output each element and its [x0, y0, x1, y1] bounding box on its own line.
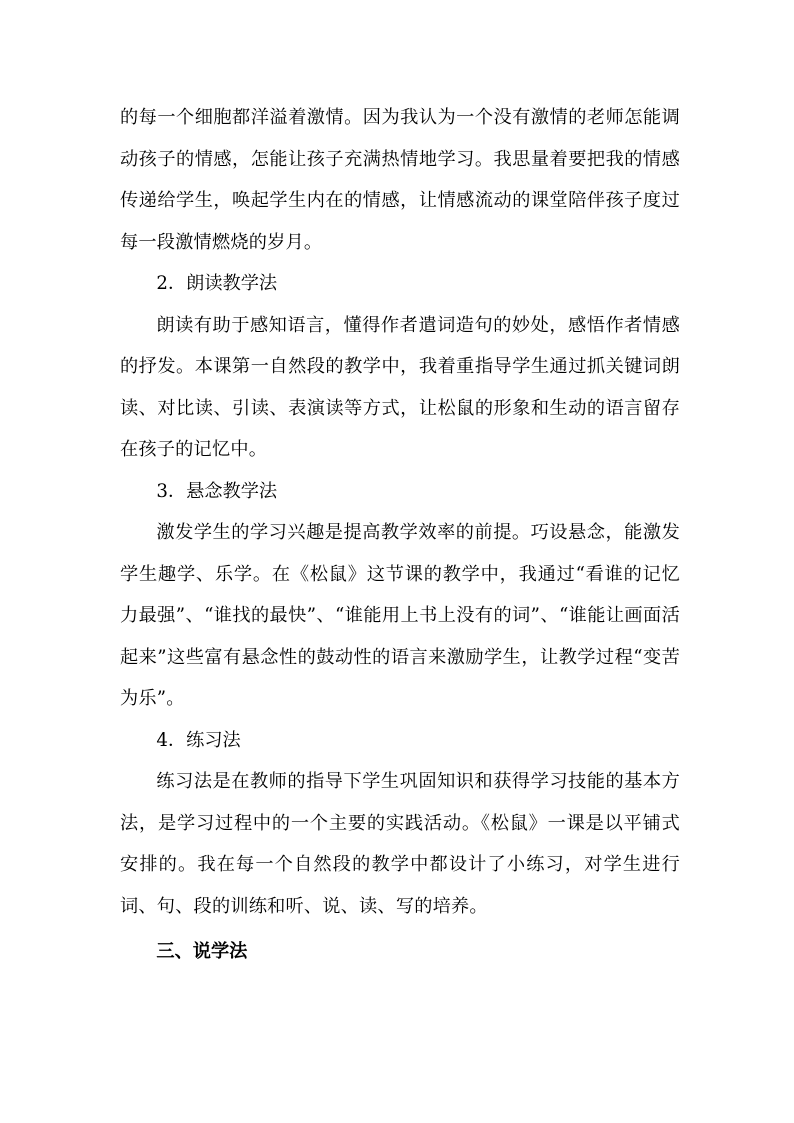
document-page: [120, 97, 680, 973]
paragraph-emotion-continued: 的每一个细胞都洋溢着激情。因为我认为一个没有激情的老师怎能调动孩子的情感，怎能让孩子充满热情地学习。我思量着要把我的情感传递给学生，唤起学生内在的情感，让情感流动的课堂陪伴孩子度过每一段激情燃烧的岁月。: [120, 107, 680, 253]
paragraph-practice-method: 练习法是在教师的指导下学生巩固知识和获得学习技能的基本方法，是学习过程中的一个主要的实践活动。《松鼠》一课是以平铺式安排的。我在每一个自然段的教学中都设计了小练习，对学生进行词、句、段的训练和听、说、读、写的培养。: [120, 771, 680, 917]
paragraph-reading-method: 朗读有助于感知语言，懂得作者遣词造句的妙处，感悟作者情感的抒发。本课第一自然段的教学中，我着重指导学生通过抓关键词朗读、对比读、引读、表演读等方式，让松鼠的形象和生动的语言留存在孩子的记忆中。: [120, 314, 680, 460]
heading-reading-method: 2．朗读教学法: [156, 273, 278, 294]
section-heading-learning-method: 三、说学法: [156, 941, 248, 962]
paragraph-suspense-method: 激发学生的学习兴趣是提高教学效率的前提。巧设悬念，能激发学生趣学、乐学。在《松鼠》这节课的教学中，我通过“看谁的记忆力最强”、“谁找的最快”、“谁能用上书上没有的词”、“谁能让画面活起来”这些富有悬念性的鼓动性的语言来激励学生，让教学过程“变苦为乐”。: [120, 522, 680, 709]
heading-practice-method: 4．练习法: [156, 729, 241, 751]
heading-suspense-method: 3．悬念教学法: [156, 480, 278, 502]
